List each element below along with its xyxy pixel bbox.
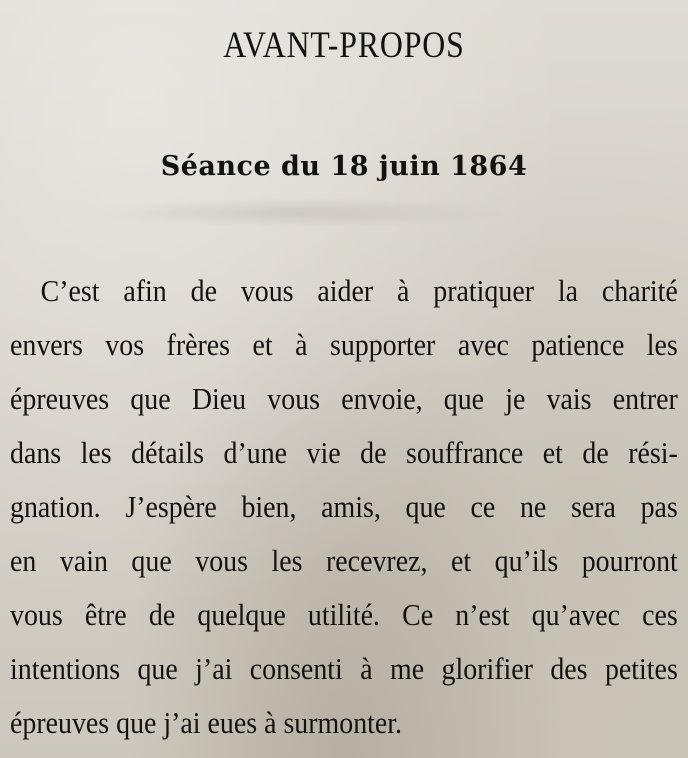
text-line: épreuves que j’ai eues à surmonter. xyxy=(10,705,403,740)
paragraph xyxy=(10,264,678,750)
text-line: vous être de quelque utilité. Ce n’est qu’avec ces xyxy=(10,597,678,632)
text-line: C’est afin de vous aider à pratiquer la charité xyxy=(40,273,678,308)
text-line: épreuves que Dieu vous envoie, que je vais entrer xyxy=(10,381,678,416)
text-line: dans les détails d’une vie de souffrance et de rési- xyxy=(10,435,678,470)
text-line: intentions que j’ai consenti à me glorifier des petites xyxy=(10,651,678,686)
ink-bleed-through xyxy=(90,198,510,228)
text-line: en vain que vous les recevrez, et qu’ils pourront xyxy=(10,543,678,578)
text-line: envers vos frères et à supporter avec patience les xyxy=(10,327,678,362)
session-heading: Séance du 18 juin 1864 xyxy=(160,151,528,182)
page-title: AVANT-PROPOS xyxy=(223,25,465,66)
text-line: gnation. J’espère bien, amis, que ce ne sera pas xyxy=(10,489,678,524)
